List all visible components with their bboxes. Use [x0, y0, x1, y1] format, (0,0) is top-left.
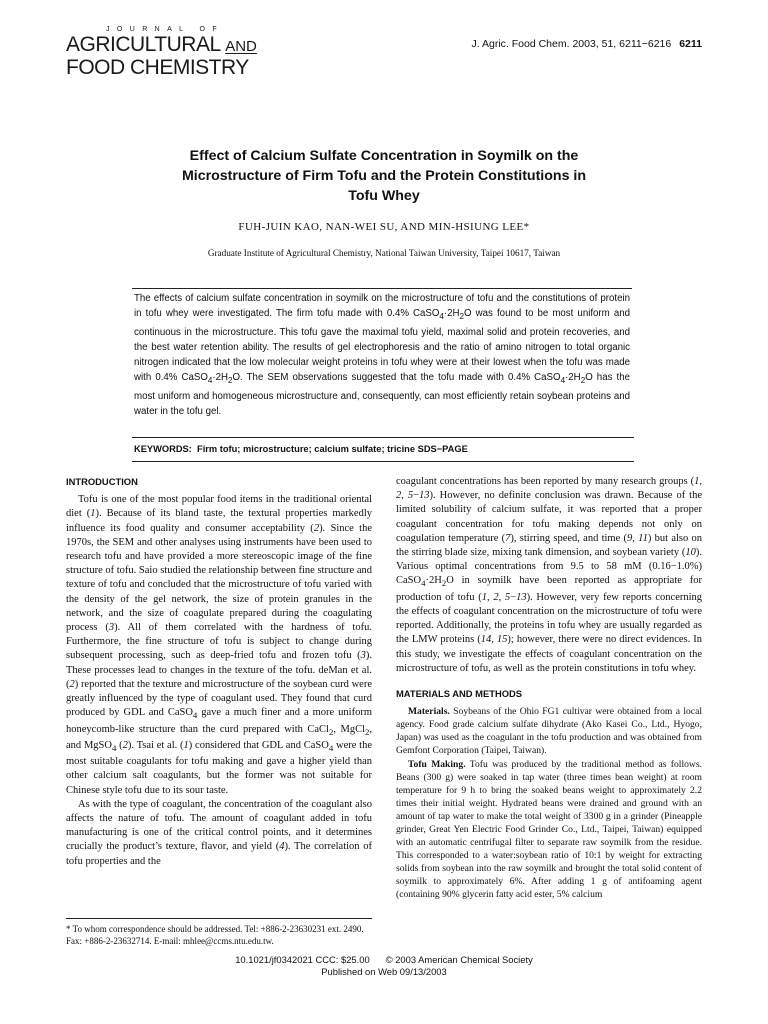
paragraph: Materials. Soybeans of the Ohio FG1 cultivar were obtained from a local agency. Food grade calcium sulfate dihydrate (Ako Kasei Co., Ltd., Hyogo, Japan) was used as the coagulant in the tofu production and was obtained from Gemfont Corporation (Taipei, Taiwan).	[396, 706, 702, 757]
logo-food-chemistry: FOOD CHEMISTRY	[66, 56, 249, 79]
title-line: Microstructure of Firm Tofu and the Protein Constitutions in	[181, 168, 587, 184]
author-list: FUH-JUIN KAO, NAN-WEI SU, AND MIN-HSIUNG LEE*	[238, 221, 530, 233]
citation-text: J. Agric. Food Chem. 2003, 51, 6211−6216	[471, 38, 672, 50]
paragraph: coagulant concentrations has been reported by many research groups (1, 2, 5−13). However, no definite conclusion was drawn. Because of the limited solubility of calcium sulfate, it was reported that a proper coagulant concentration for tofu making depends not only on coagulation temperature (7), stirring speed, and time (9, 11) but also on the stirring blade size, mixing tank dimension, and soybean variety (10). Various optimal concentrations from 9.5 to 58 mM (0.16−1.0%) $CaSO_4\cdot 2H_2O$ in soymilk have been reported as appropriate for production of tofu (1, 2, 5−13). However, very few reports concerning the effects of coagulant concentration on the microstructure of tofu were reported. Additionally, the proteins in tofu whey are usually regarded as the LMW proteins (14, 15); however, there were no direct evidences. In this study, we investigate the effects of coagulant concentration on the microstructure of tofu, as well as the protein constitutions in tofu whey.	[396, 476, 703, 674]
page-footer	[0, 954, 768, 978]
article-title	[60, 146, 708, 206]
doi: 10.1021/jf0342021 CCC: $25.00	[235, 954, 370, 965]
logo-agricultural: AGRICULTURAL	[66, 33, 220, 56]
keywords	[132, 437, 634, 462]
correspondence-footnote: * To whom correspondence should be addressed. Tel: +886-2-23630231 ext. 2490. Fax: +886-2-23632714. E-mail: mhlee@ccms.ntu.edu.tw.	[66, 918, 372, 947]
paragraph: Tofu is one of the most popular food items in the traditional oriental diet (1). Because of its bland taste, the textural properties markedly influence its food quality and consumer acceptability (2). Since the 1970s, the SEM and other analyses using instruments have been used to research tofu and have provided a more stereoscopic image of the fine structure of tofu. Saio studied the relationship between fine structure and texture of tofu and concluded that the microstructure of tofu varied with the density of the gel network, the size of protein granules in the network, and the size of coagulate prepared during the coagulating process (3). All of them correlated with the hardness of tofu. Furthermore, the fine structure of tofu is subject to change during subsequent processing, such as deep-fried tofu and frozen tofu (3). These processes lead to changes in the texture of the tofu. deMan et al. (2) reported that the texture and microstructure of the soybean curd were greatly influenced by the type of coagulant used. They found that curd produced by GDL and CaSO$_4$ gave a much finer and a more uniform honeycomb-like structure than the curd prepared with CaCl$_2$, MgCl$_2$, and MgSO$_4$ (2). Tsai et al. (1) considered that GDL and CaSO$_4$ were the most suitable coagulants for tofu making and gave a higher yield than other calcium salt coagulants, but the former was not suitable for Chinese style tofu due to its sour taste.	[66, 494, 373, 796]
keywords-text: Firm tofu; microstructure; calcium sulfate; tricine SDS−PAGE	[197, 444, 468, 454]
page-number: 6211	[679, 38, 702, 50]
abstract: The effects of calcium sulfate concentration in soymilk on the microstructure of tofu and the constitutions of protein in tofu whey were investigated. The firm tofu made with 0.4% $CaSO_4\cdot 2H_2O$ was found to be most uniform and continuous in the microstructure. This tofu gave the maximal tofu yield, maximal solid and protein recoveries, and the best water retention ability. The results of gel electrophoresis and the ratio of amino nitrogen to total organic nitrogen indicated that the low molecular weight proteins in tofu whey were at their lowest when the tofu was made with 0.4% $CaSO_4\cdot 2H_2O$. The SEM observations suggested that the tofu made with 0.4% $CaSO_4\cdot 2H_2O$ has the most uniform and homogeneous microstructure and, consequently, can most efficiently retain soybean proteins and water in the tofu gel.	[132, 288, 632, 419]
left-column	[66, 475, 372, 869]
subsection-materials: Materials.	[408, 706, 450, 718]
journal-logo	[66, 26, 306, 78]
right-column	[396, 475, 702, 902]
subsection-tofu-making: Tofu Making.	[408, 758, 466, 770]
publication-date: Published on Web 09/13/2003	[321, 966, 447, 977]
title-line: Tofu Whey	[348, 188, 420, 204]
paragraph: As with the type of coagulant, the concentration of the coagulant also affects the nature of tofu. The amount of coagulant added in tofu manufacturing is one of the critical control points, and it determines crucially the product’s texture, flavor, and yield (4). The correlation of tofu properties and the	[66, 798, 372, 867]
title-line: Effect of Calcium Sulfate Concentration in Soymilk on the	[189, 148, 579, 164]
citation-header	[471, 38, 702, 50]
affiliation: Graduate Institute of Agricultural Chemistry, National Taiwan University, Taipei 10617, Taiwan	[207, 248, 561, 258]
copyright: © 2003 American Chemical Society	[385, 954, 533, 965]
logo-and: AND	[225, 38, 257, 55]
section-heading-materials-methods: MATERIALS AND METHODS	[396, 687, 523, 699]
keywords-label: KEYWORDS:	[134, 444, 192, 454]
paragraph: Tofu Making. Tofu was produced by the traditional method as follows. Beans (300 g) were soaked in tap water (three times bean weight) at room temperature for 9 h to bring the soaked beans weight to approximately 2.2 times their initial weight. Hydrated beans were drained and ground with an amount of tap water to make the total weight of 3300 g in a grinder (Pineapple grinder, Great Yen Electric Food Grinder Co., Ltd., Taipei, Taiwan) equipped with an automatic centrifugal filter to separate raw soymilk from the residue. This corresponded to a water:soybean ratio of 10:1 by weight for extracting solids from soybean into the raw soymilk and brought the total solid content of soymilk to approximately 6%. After adding 1 g of antifoaming agent (containing 90% glycerin fatty acid ester, 5% calcium	[396, 758, 702, 901]
logo-journal-of: JOURNAL OF	[106, 26, 225, 33]
section-heading-introduction: INTRODUCTION	[66, 476, 138, 487]
